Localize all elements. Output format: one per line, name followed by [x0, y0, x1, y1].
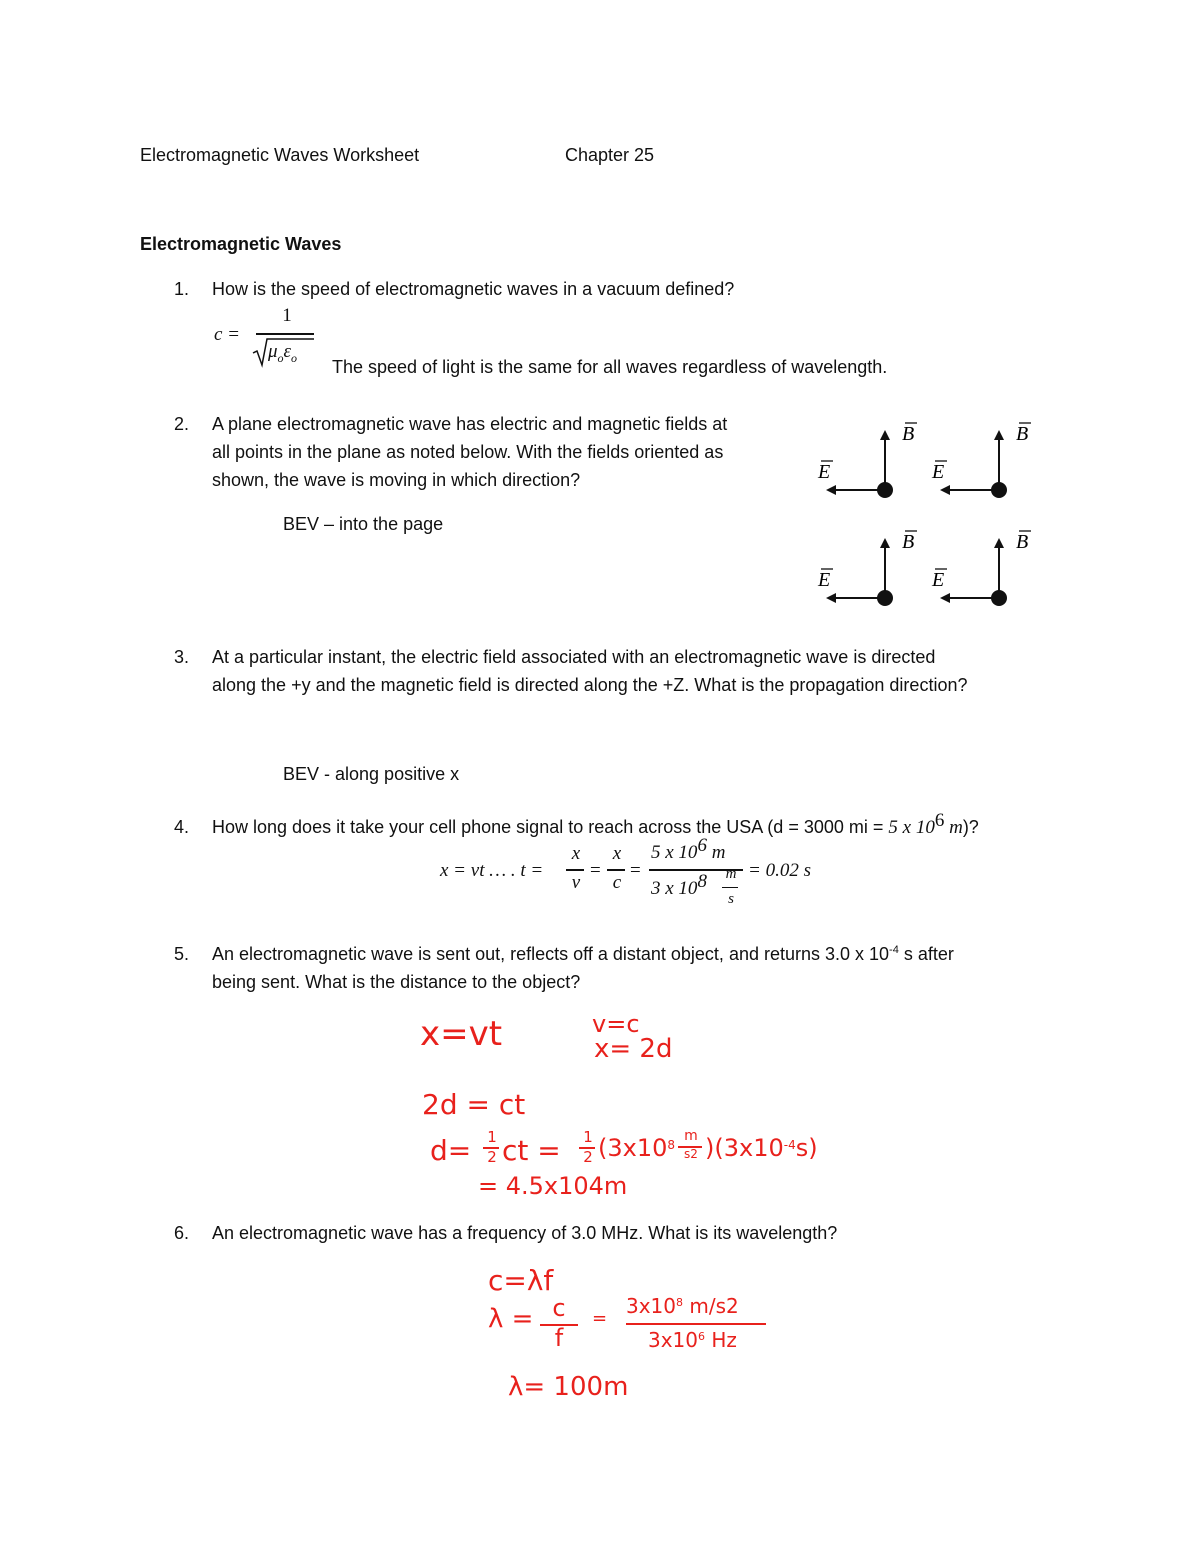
question-3-answer: BEV - along positive x — [283, 764, 460, 784]
question-3-number: 3. — [174, 647, 190, 667]
eq4-unit-bar — [722, 887, 738, 888]
hand-6-l3: λ= 100m — [508, 1372, 629, 1402]
hand-6-r-den-exp: 6 — [698, 1330, 706, 1343]
field-diagram — [810, 410, 1050, 620]
eq4-f1-den: v — [571, 872, 581, 893]
eq-c-lhs: c = — [214, 324, 241, 345]
eq4-unit-m: m — [725, 866, 737, 882]
question-4-distance-unit: m — [944, 817, 963, 838]
eq4-f2-num: x — [612, 843, 622, 864]
field-pair-bottom-right — [931, 531, 1031, 606]
mu-symbol: μ — [268, 341, 278, 362]
question-2-line-1: A plane electromagnetic wave has electric and magnetic fields at — [212, 414, 728, 434]
hand-6-l2-num: c — [552, 1294, 566, 1322]
eq4-f1-num: x — [571, 843, 581, 864]
hand-5-half2-den: 2 — [583, 1148, 593, 1166]
hand-5-l2b: x= 2d — [594, 1034, 673, 1064]
hand-6-r-bar — [626, 1323, 766, 1325]
hand-5-unit-num: m — [684, 1128, 698, 1144]
hand-5-unit-den: s2 — [684, 1147, 698, 1161]
e-label: E — [932, 569, 945, 591]
question-2-line-2: all points in the plane as noted below. With the fields oriented as — [212, 442, 724, 462]
eq-c-denominator — [268, 341, 297, 366]
question-6-text: An electromagnetic wave has a frequency of 3.0 MHz. What is its wavelength? — [212, 1223, 838, 1243]
hand-5-half-num: 1 — [487, 1128, 497, 1146]
question-4-number: 4. — [174, 817, 190, 837]
question-1-number: 1. — [174, 279, 190, 299]
chapter-label: Chapter 25 — [565, 145, 655, 165]
e-label: E — [932, 461, 945, 483]
question-4-distance-exp: 6 — [934, 810, 945, 831]
hand-5-l4-p2: )(3x10 — [705, 1134, 784, 1162]
hand-5-l4-paren — [598, 1134, 818, 1162]
hand-6-l1: c=λf — [488, 1264, 554, 1297]
question-3-line-1: At a particular instant, the electric field associated with an electromagnetic wave is directed — [212, 647, 936, 667]
e-label: E — [818, 569, 831, 591]
hand-6-l2-eq: = — [592, 1308, 608, 1329]
mu-subscript: o — [277, 350, 284, 365]
eq4-f3-num-unit: m — [706, 842, 726, 863]
hand-5-l3: 2d = ct — [422, 1088, 526, 1121]
eq4-f3-den — [651, 871, 707, 900]
question-1-note: The speed of light is the same for all waves regardless of wavelength. — [332, 357, 888, 377]
hand-6-r-num-exp: 8 — [676, 1296, 684, 1309]
question-5-line-1 — [212, 942, 954, 966]
question-4-text — [212, 810, 979, 840]
hand-6-l2-den: f — [554, 1324, 564, 1352]
eq4-equals-1: = — [590, 860, 601, 881]
hand-6-r-den-pre: 3x10 — [648, 1328, 699, 1352]
question-2-line-3: shown, the wave is moving in which direction? — [212, 470, 581, 490]
hand-5-l4-mid: ct = — [502, 1134, 561, 1167]
field-pair-top-right — [931, 423, 1031, 498]
hand-6-l2-lhs: λ = — [488, 1304, 534, 1334]
hand-6-r-den — [648, 1328, 737, 1352]
question-5-line-1-post: s after — [898, 944, 954, 964]
question-1-text: How is the speed of electromagnetic waves in a vacuum defined? — [212, 279, 735, 299]
hand-6-r-num — [626, 1294, 739, 1318]
eq4-unit-s: s — [728, 891, 734, 907]
eq4-rhs: = 0.02 s — [748, 860, 811, 881]
e-label: E — [818, 461, 831, 483]
field-pair-bottom-left — [817, 531, 917, 606]
question-2-answer: BEV – into the page — [283, 514, 444, 534]
hand-5-l5: = 4.5x104m — [478, 1172, 628, 1200]
b-label: B — [1016, 531, 1029, 553]
question-4-text-post: )? — [962, 817, 979, 837]
epsilon-subscript: o — [291, 350, 298, 365]
hand-6-r-den-unit: Hz — [705, 1328, 737, 1352]
hand-6-r-num-pre: 3x10 — [626, 1294, 677, 1318]
question-5-number: 5. — [174, 944, 190, 964]
hand-5-l2a: v=c — [592, 1010, 640, 1038]
hand-5-half-den: 2 — [487, 1148, 497, 1166]
b-label: B — [1016, 423, 1029, 445]
hand-5-l4-pre: d= — [430, 1134, 472, 1167]
question-4-distance: 5 x 10 — [888, 817, 935, 838]
b-label: B — [902, 423, 915, 445]
question-4-text-pre: How long does it take your cell phone signal to reach across the USA (d = 3000 mi = — [212, 817, 889, 837]
eq4-f3-num-exp: 6 — [697, 835, 707, 856]
eq4-f3-den-exp: 8 — [697, 871, 707, 892]
hand-5-l4-p3: s) — [795, 1134, 818, 1162]
eq4-f3-num-val: 5 x 10 — [651, 842, 698, 863]
hand-6-r-num-unit: m/s2 — [683, 1294, 739, 1318]
eq4-f3-num — [651, 835, 726, 864]
eq4-f3-den-val: 3 x 10 — [651, 878, 698, 899]
question-5-exp: -4 — [889, 944, 899, 956]
question-5-line-2: being sent. What is the distance to the object? — [212, 972, 581, 992]
worksheet-title: Electromagnetic Waves Worksheet — [140, 145, 420, 165]
eq4-f1-bar — [566, 869, 584, 871]
eq4-lhs: x = vt … . t = — [440, 860, 544, 881]
epsilon-symbol: ε — [283, 341, 292, 362]
field-pair-top-left — [817, 423, 917, 498]
question-3-line-2: along the +y and the magnetic field is directed along the +Z. What is the propagation direction? — [212, 675, 968, 695]
hand-5-half2-num: 1 — [583, 1128, 593, 1146]
question-5-line-1-pre: An electromagnetic wave is sent out, reflects off a distant object, and returns 3.0 x 10 — [212, 944, 890, 964]
eq-c-numerator: 1 — [282, 305, 292, 326]
b-label: B — [902, 531, 915, 553]
question-2-number: 2. — [174, 414, 190, 434]
eq4-equals-2: = — [630, 860, 641, 881]
section-title: Electromagnetic Waves — [140, 234, 342, 254]
eq4-f2-den: c — [612, 872, 622, 893]
hand-5-l4-p1: (3x10 — [598, 1134, 668, 1162]
eq4-f2-bar — [607, 869, 625, 871]
hand-5-l4-e1: 8 — [667, 1138, 676, 1152]
hand-5-l1: x=vt — [420, 1014, 503, 1054]
hand-5-l4-e2: -4 — [783, 1138, 796, 1152]
question-6-number: 6. — [174, 1223, 190, 1243]
